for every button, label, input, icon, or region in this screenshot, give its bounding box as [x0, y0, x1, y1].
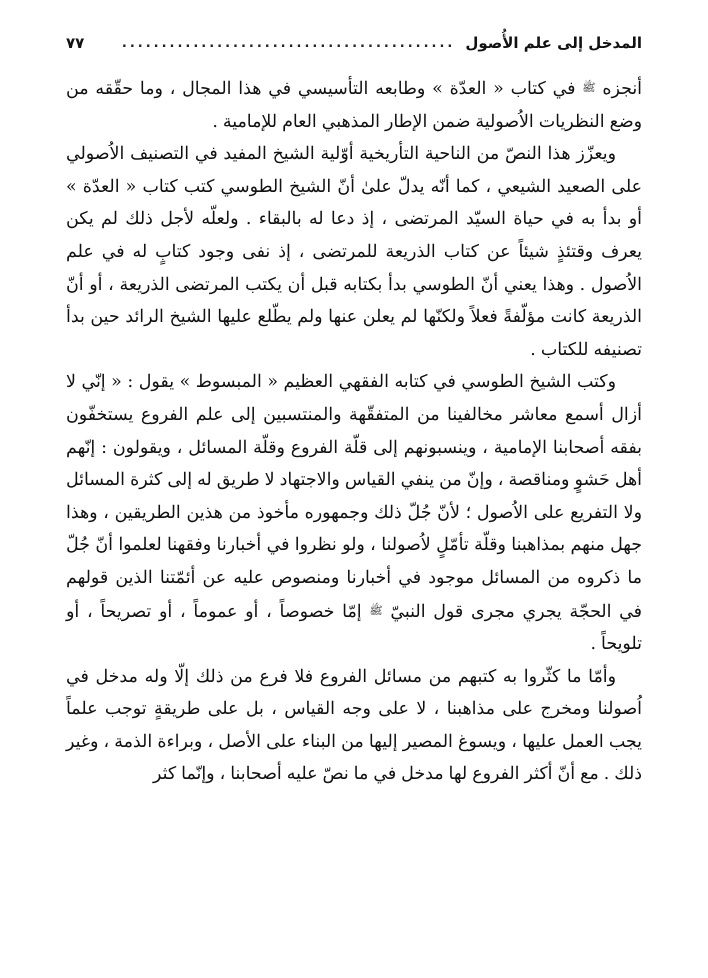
- text-line: أنجزه ﷺ في كتاب « العدّة » وطابعه التأسيسي في هذا المجال ، وما حقّقه من: [66, 79, 642, 99]
- text-line: وغير ذلك . مع أنّ أكثر الفروع لها مدخل في ما نصّ عليه أصحابنا ، وإنّما كثر: [66, 731, 642, 785]
- text-line: بفقه أصحابنا الإمامية ، وينسبونهم إلى قلّة الفروع وقلّة المسائل ، ويقولون : إنّهم: [66, 437, 642, 458]
- body-text: [66, 72, 642, 791]
- text-line: وضع النظريات الاُصولية ضمن الإطار المذهبي العام للإمامية .: [212, 111, 642, 132]
- paragraph-3: [66, 366, 642, 660]
- text-line: أو أنّ الذريعة كانت مؤلّفةً فعلاً ولكنّها لم يعلن عنها ولم يطّلع عليها الشيخ الرائد: [66, 274, 642, 328]
- text-line: اُصولنا ومخرج على مذاهبنا ، لا على وجه القياس ، بل على طريقةٍ توجب علماً: [66, 699, 642, 720]
- text-line: لم يكن يعرف وقتئذٍ شيئاً عن كتاب الذريعة للمرتضى ، إذ نفى وجود كتابٍ له في: [66, 209, 642, 262]
- text-line: حين بدأ تصنيفه للكتاب .: [66, 307, 642, 360]
- paragraph-1: [66, 72, 642, 138]
- header-leader-dots: ..........................................: [121, 35, 456, 51]
- honorific-mark: ﷺ: [369, 603, 383, 617]
- text-line: الطريقين ، وهذا جهل منهم بمذاهبنا وقلّة تأمّلٍ لاُصولنا ، ولو نظروا في أخبارنا: [66, 502, 643, 556]
- honorific-mark: ﷺ: [582, 81, 596, 94]
- text-line: عن أئمّتنا الذين قولهم في الحجّة يجري مجرى قول النبيّ ﷺ إمّا خصوصاً ، أو: [66, 567, 642, 622]
- paragraph-2: [66, 138, 642, 366]
- text-line: يجب العمل عليها ، ويسوغ المصير إليها من البناء على الأصل ، وبراءة الذمة ،: [103, 731, 642, 752]
- header-title: المدخل إلى علم الأُصول: [465, 34, 642, 52]
- text-line: أهل حَشوٍ ومناقصة ، وإنّ من ينفي القياس والاجتهاد لا طريق له إلى كثرة: [130, 470, 642, 491]
- running-header: [66, 30, 642, 56]
- text-line: المسائل ولا التفريع على الاُصول ؛ لأنّ جُلّ ذلك وجمهوره مأخوذ من هذين: [66, 470, 642, 523]
- page-number: ٧٧: [66, 34, 85, 52]
- text-line: علم الاُصول . وهذا يعني أنّ الطوسي بدأ بكتابه قبل أن يكتب المرتضى الذريعة ،: [66, 241, 643, 295]
- paragraph-4: [66, 661, 642, 791]
- text-line: الاُصولي على الصعيد الشيعي ، كما أنّه يدلّ علىٰ أنّ الشيخ الطوسي كتب كتاب: [66, 144, 642, 197]
- text-line: وفقهنا لعلموا أنّ جُلّ ما ذكروه من المسائل موجود في أخبارنا ومنصوص عليه: [66, 535, 642, 588]
- text-line: وأمّا ما كثّروا به كتبهم من مسائل الفروع فلا فرع من ذلك إلّا وله مدخل في: [66, 666, 616, 687]
- text-line: لا أزال أسمع معاشر مخالفينا من المتفقّهة والمنتسبين إلى علم الفروع يستخفّون: [66, 372, 642, 425]
- text-line: « العدّة » أو بدأ به في حياة السيّد المرتضى ، إذ دعا له بالبقاء . ولعلّه لأجل ذلك: [66, 176, 642, 230]
- text-line: عموماً ، أو تصريحاً ، أو تلويحاً .: [66, 601, 642, 655]
- text-line: وكتب الشيخ الطوسي في كتابه الفقهي العظيم « المبسوط » يقول : « إنّي: [81, 372, 616, 393]
- text-line: ويعزّز هذا النصّ من الناحية التأريخية أوّلية الشيخ المفيد في التصنيف: [130, 144, 616, 165]
